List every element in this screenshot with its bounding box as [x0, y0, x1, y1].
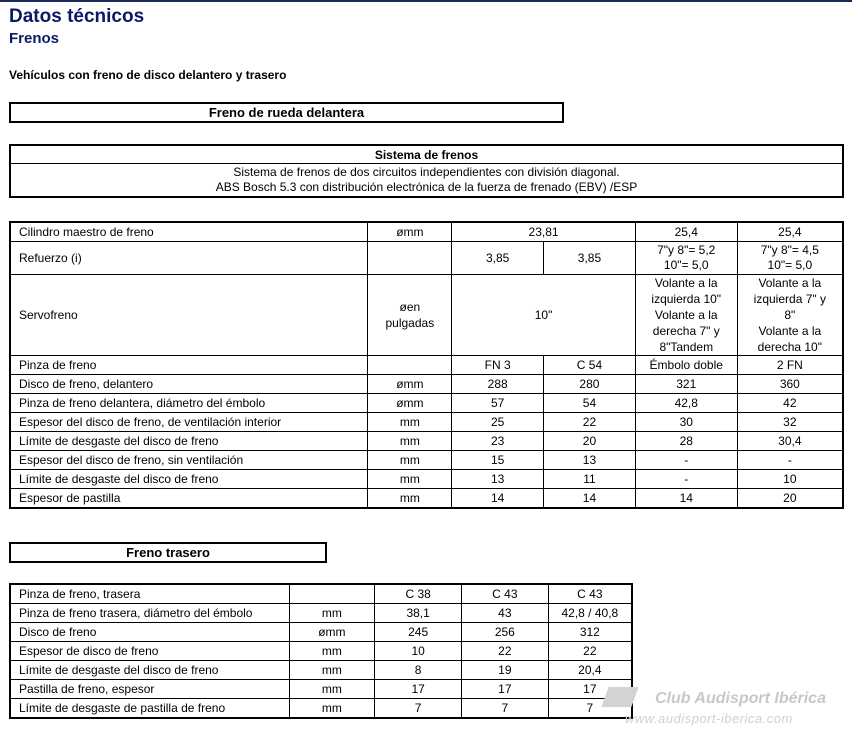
table-row: [10, 275, 843, 356]
brake-system-line1: Sistema de frenos de dos circuitos independientes con división diagonal.: [233, 165, 620, 179]
row-label: Límite de desgaste del disco de freno: [10, 661, 289, 680]
table-row: [10, 356, 843, 375]
row-value: 54: [544, 394, 636, 413]
row-value: 28: [635, 432, 737, 451]
row-unit: mm: [289, 642, 375, 661]
row-label: Pinza de freno: [10, 356, 368, 375]
row-value: 10: [375, 642, 462, 661]
row-unit: [289, 584, 375, 604]
table-row: [10, 470, 843, 489]
row-value: 10: [737, 470, 843, 489]
row-value: 20: [544, 432, 636, 451]
brake-system-line2: ABS Bosch 5.3 con distribución electrónica de la fuerza de frenado (EBV) /ESP: [215, 180, 638, 194]
row-value: 245: [375, 623, 462, 642]
row-value: [635, 242, 737, 275]
row-value: [737, 242, 843, 275]
front-brake-table: [9, 221, 844, 509]
row-label: Espesor del disco de freno, de ventilación interior: [10, 413, 368, 432]
row-unit: mm: [368, 432, 452, 451]
table-row: [10, 604, 632, 623]
row-unit: ømm: [368, 222, 452, 242]
row-value: 7: [375, 699, 462, 719]
row-unit-line: pulgadas: [385, 316, 435, 330]
row-label: Servofreno: [10, 275, 368, 356]
row-value: 13: [544, 451, 636, 470]
page-subtitle: Frenos: [9, 30, 60, 47]
row-value: -: [737, 451, 843, 470]
row-value: 20: [737, 489, 843, 509]
row-label: Cilindro maestro de freno: [10, 222, 368, 242]
row-value: C 43: [548, 584, 632, 604]
row-value: 11: [544, 470, 636, 489]
table-row: [10, 489, 843, 509]
row-unit: ømm: [368, 394, 452, 413]
row-value: 25: [452, 413, 544, 432]
row-value: Émbolo doble: [635, 356, 737, 375]
row-label: Pinza de freno, trasera: [10, 584, 289, 604]
watermark: [605, 685, 850, 727]
row-value-line: derecha 10": [757, 340, 822, 354]
row-label: Pinza de freno trasera, diámetro del émbolo: [10, 604, 289, 623]
row-value: C 38: [375, 584, 462, 604]
row-label: Límite de desgaste del disco de freno: [10, 432, 368, 451]
row-value: 3,85: [452, 242, 544, 275]
row-unit: mm: [289, 661, 375, 680]
row-value: 7: [548, 699, 632, 719]
table-row: [10, 413, 843, 432]
rear-brake-table: [9, 583, 633, 719]
row-value: 10": [452, 275, 636, 356]
row-value: 14: [452, 489, 544, 509]
row-value: 8: [375, 661, 462, 680]
row-value: 42,8: [635, 394, 737, 413]
row-unit: mm: [368, 413, 452, 432]
row-unit: [368, 356, 452, 375]
row-value: FN 3: [452, 356, 544, 375]
row-value-line: 8": [784, 308, 796, 322]
vehicles-caption: Vehículos con freno de disco delantero y trasero: [9, 68, 287, 82]
row-value: 256: [461, 623, 548, 642]
row-value: 17: [461, 680, 548, 699]
row-value-line: 8"Tandem: [659, 340, 714, 354]
row-value: 42,8 / 40,8: [548, 604, 632, 623]
row-value-line: 7"y 8"= 4,5: [760, 243, 819, 257]
page-title: Datos técnicos: [9, 6, 145, 27]
row-value: 22: [548, 642, 632, 661]
brake-system-heading: Sistema de frenos: [10, 145, 843, 164]
row-value: 30,4: [737, 432, 843, 451]
row-value: 14: [635, 489, 737, 509]
rear-brake-heading: Freno trasero: [9, 542, 327, 563]
row-unit: ømm: [289, 623, 375, 642]
row-label: Espesor del disco de freno, sin ventilación: [10, 451, 368, 470]
row-value: C 54: [544, 356, 636, 375]
row-value-line: Volante a la: [758, 324, 822, 338]
row-unit: ømm: [368, 375, 452, 394]
row-value: 57: [452, 394, 544, 413]
row-value: 30: [635, 413, 737, 432]
row-value: 22: [544, 413, 636, 432]
top-divider: [0, 0, 852, 2]
row-value-line: 10"= 5,0: [767, 258, 813, 272]
table-row: [10, 699, 632, 719]
row-unit: mm: [368, 489, 452, 509]
table-row: [10, 394, 843, 413]
row-unit: [368, 275, 452, 356]
row-value: -: [635, 451, 737, 470]
row-unit-line: øen: [399, 300, 421, 314]
row-value: 312: [548, 623, 632, 642]
brake-system-table: [9, 144, 844, 198]
audisport-logo-icon: [601, 687, 638, 707]
row-value: 2 FN: [737, 356, 843, 375]
table-row: [10, 375, 843, 394]
row-unit: mm: [368, 451, 452, 470]
table-row: [10, 623, 632, 642]
row-value: 43: [461, 604, 548, 623]
row-label: Pastilla de freno, espesor: [10, 680, 289, 699]
row-value: 321: [635, 375, 737, 394]
row-value-line: derecha 7" y: [652, 324, 720, 338]
row-value-line: Volante a la: [758, 276, 822, 290]
row-value-line: izquierda 7" y: [753, 292, 826, 306]
row-value: 17: [375, 680, 462, 699]
row-unit: [368, 242, 452, 275]
row-label: Refuerzo (i): [10, 242, 368, 275]
row-value: 25,4: [737, 222, 843, 242]
row-unit: mm: [289, 680, 375, 699]
row-value: [635, 275, 737, 356]
row-value: 25,4: [635, 222, 737, 242]
table-row: [10, 242, 843, 275]
brake-system-description: [10, 164, 843, 198]
row-value: 19: [461, 661, 548, 680]
row-value: 288: [452, 375, 544, 394]
row-value-line: 10"= 5,0: [663, 258, 709, 272]
row-value: 42: [737, 394, 843, 413]
row-value-line: Volante a la: [654, 308, 718, 322]
row-value: 3,85: [544, 242, 636, 275]
row-label: Disco de freno, delantero: [10, 375, 368, 394]
row-label: Pinza de freno delantera, diámetro del émbolo: [10, 394, 368, 413]
table-row: [10, 680, 632, 699]
row-value: 38,1: [375, 604, 462, 623]
row-value-line: Volante a la: [654, 276, 718, 290]
row-label: Límite de desgaste del disco de freno: [10, 470, 368, 489]
row-value-line: 7"y 8"= 5,2: [657, 243, 716, 257]
row-value: 22: [461, 642, 548, 661]
row-value: 15: [452, 451, 544, 470]
row-value: 32: [737, 413, 843, 432]
row-label: Disco de freno: [10, 623, 289, 642]
table-row: [10, 661, 632, 680]
row-value-line: izquierda 10": [651, 292, 722, 306]
row-value: C 43: [461, 584, 548, 604]
row-value: 23,81: [452, 222, 636, 242]
table-row: [10, 432, 843, 451]
watermark-name: Club Audisport Ibérica: [655, 690, 826, 707]
row-label: Límite de desgaste de pastilla de freno: [10, 699, 289, 719]
table-row: [10, 584, 632, 604]
row-value: 280: [544, 375, 636, 394]
row-value: 360: [737, 375, 843, 394]
row-value: 20,4: [548, 661, 632, 680]
watermark-url: www.audisport-iberica.com: [625, 711, 793, 726]
row-value: [737, 275, 843, 356]
row-value: 7: [461, 699, 548, 719]
table-row: [10, 451, 843, 470]
row-label: Espesor de disco de freno: [10, 642, 289, 661]
row-unit: mm: [289, 699, 375, 719]
row-value: 14: [544, 489, 636, 509]
row-value: 23: [452, 432, 544, 451]
front-brake-heading: Freno de rueda delantera: [9, 102, 564, 123]
row-value: -: [635, 470, 737, 489]
row-unit: mm: [368, 470, 452, 489]
row-value: 13: [452, 470, 544, 489]
table-row: [10, 642, 632, 661]
row-unit: mm: [289, 604, 375, 623]
row-value: 17: [548, 680, 632, 699]
table-row: [10, 222, 843, 242]
row-label: Espesor de pastilla: [10, 489, 368, 509]
